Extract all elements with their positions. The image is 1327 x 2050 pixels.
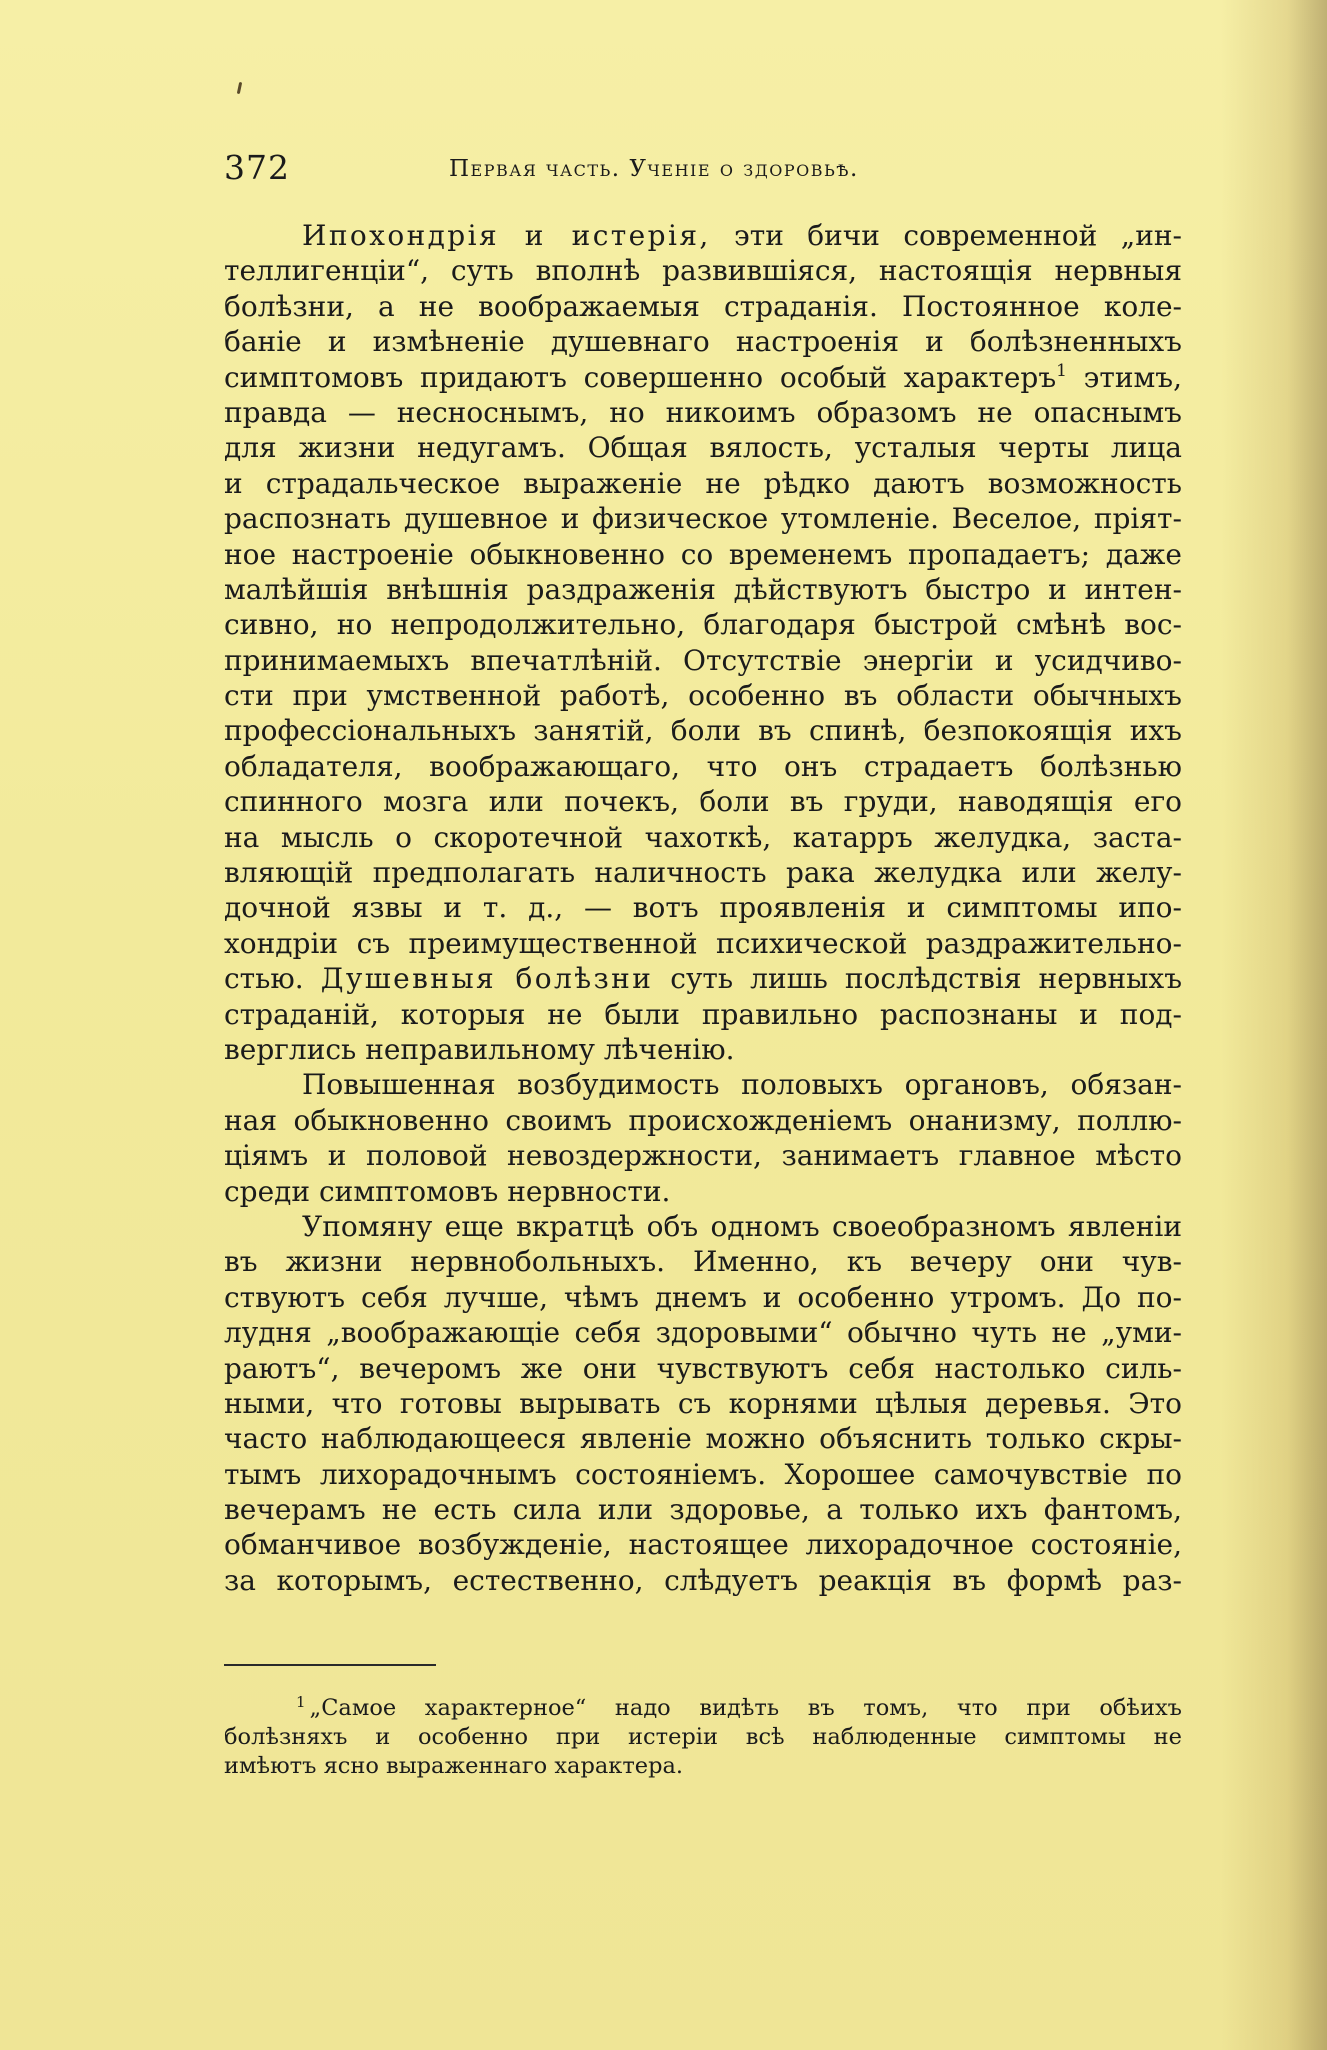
text-line: распознать душевное и физическое утомленіе. Веселое, пріят-	[224, 502, 1182, 536]
text-line: тымъ лихорадочнымъ состояніемъ. Хорошее самочувствіе по	[224, 1457, 1182, 1491]
text-line: ціямъ и половой невоздержности, занимаетъ главное мѣсто	[224, 1139, 1182, 1173]
text-line: хондріи съ преимущественной психической раздражительно-	[224, 926, 1182, 960]
running-title: Первая часть. Ученіе о здоровьѣ.	[449, 156, 859, 182]
footnote-line	[224, 1694, 1182, 1723]
text-line: сти при умственной работѣ, особенно въ области обычныхъ	[224, 679, 1182, 713]
text-line: профессіональныхъ занятій, боли въ спинѣ, безпокоящія ихъ	[224, 714, 1182, 748]
text-line	[224, 360, 1182, 395]
running-header	[224, 148, 1074, 188]
text-line: на мысль о скоротечной чахоткѣ, катарръ желудка, заста-	[224, 820, 1182, 854]
footnote-line: болѣзняхъ и особенно при истеріи всѣ наблюденные симптомы не	[224, 1724, 1182, 1750]
text-line	[224, 218, 1182, 253]
text-line: обманчивое возбужденіе, настоящее лихорадочное состояніе,	[224, 1528, 1182, 1562]
text-line: Повышенная возбудимость половыхъ органовъ, обязан-	[302, 1068, 1182, 1102]
text-line: часто наблюдающееся явленіе можно объяснить только скры-	[224, 1422, 1182, 1456]
text-line: страданій, которыя не были правильно распознаны и под-	[224, 997, 1182, 1031]
text-line: вечерамъ не есть сила или здоровье, а только ихъ фантомъ,	[224, 1493, 1182, 1527]
text-line: обладателя, воображающаго, что онъ страдаетъ болѣзнью	[224, 749, 1182, 783]
text-line: сивно, но непродолжительно, благодаря быстрой смѣнѣ вос-	[224, 608, 1182, 642]
text-line: баніе и измѣненіе душевнаго настроенія и болѣзненныхъ	[224, 325, 1182, 359]
text-line: болѣзни, а не воображаемыя страданія. Постоянное коле-	[224, 289, 1182, 323]
text-line: въ жизни нервнобольныхъ. Именно, къ вечеру они чув-	[224, 1245, 1182, 1279]
text-line: лудня „воображающіе себя здоровыми“ обычно чуть не „уми-	[224, 1316, 1182, 1350]
text-line: и страдальческое выраженіе не рѣдко даютъ возможность	[224, 466, 1182, 500]
text-line: дочной язвы и т. д., — вотъ проявленія и симптомы ипо-	[224, 891, 1182, 925]
page-number: 372	[224, 148, 290, 187]
text-line: верглись неправильному лѣченію.	[224, 1032, 735, 1066]
footnote-text: „Самое характерное“ надо видѣть въ томъ, что при обѣихъ	[309, 1695, 1182, 1721]
emphasis-spaced: Душевныя болѣзни	[320, 962, 654, 996]
ink-speck	[237, 82, 242, 94]
text-span: симптомовъ придаютъ совершенно особый характеръ	[224, 360, 1057, 394]
text-line: малѣйшія внѣшнія раздраженія дѣйствуютъ быстро и интен-	[224, 572, 1182, 606]
footnote	[224, 1694, 1182, 1781]
footnote-separator	[224, 1664, 436, 1666]
text-line: принимаемыхъ впечатлѣній. Отсутствіе энергіи и усидчиво-	[224, 643, 1182, 677]
text-line: правда — несноснымъ, но никоимъ образомъ не опаснымъ	[224, 395, 1182, 429]
text-span: стью.	[224, 962, 321, 996]
footnote-line: имѣютъ ясно выраженнаго характера.	[224, 1753, 684, 1779]
text-line: ная обыкновенно своимъ происхожденіемъ онанизму, поллю-	[224, 1103, 1182, 1137]
text-line: для жизни недугамъ. Общая вялость, усталыя черты лица	[224, 431, 1182, 465]
text-line: вляющій предполагать наличность рака желудка или желу-	[224, 856, 1182, 890]
text-line: раютъ“, вечеромъ же они чувствуютъ себя настолько силь-	[224, 1351, 1182, 1385]
text-line: теллигенціи“, суть вполнѣ развившіяся, настоящія нервныя	[224, 254, 1182, 288]
text-span: суть лишь послѣдствія нервныхъ	[653, 962, 1182, 996]
text-line	[224, 961, 1182, 996]
text-line: спинного мозга или почекъ, боли въ груди, наводящія его	[224, 785, 1182, 819]
emphasis-spaced: Ипохондрія и истерія,	[302, 219, 711, 252]
text-line: Упомяну еще вкратцѣ объ одномъ своеобразномъ явленіи	[302, 1209, 1182, 1243]
main-text	[224, 218, 1182, 1598]
text-line: ное настроеніе обыкновенно со временемъ пропадаетъ; даже	[224, 537, 1182, 571]
text-span: этимъ,	[1066, 360, 1182, 394]
text-span: эти бичи современной „ин-	[710, 219, 1182, 252]
text-line: ными, что готовы вырывать съ корнями цѣлыя деревья. Это	[224, 1386, 1182, 1420]
text-line: ствуютъ себя лучше, чѣмъ днемъ и особенно утромъ. До по-	[224, 1280, 1182, 1314]
text-line: за которымъ, естественно, слѣдуетъ реакція въ формѣ раз-	[224, 1563, 1182, 1597]
text-line: среди симптомовъ нервности.	[224, 1174, 671, 1208]
footnote-number: 1	[296, 1694, 306, 1711]
footnote-marker: 1	[1056, 360, 1067, 381]
